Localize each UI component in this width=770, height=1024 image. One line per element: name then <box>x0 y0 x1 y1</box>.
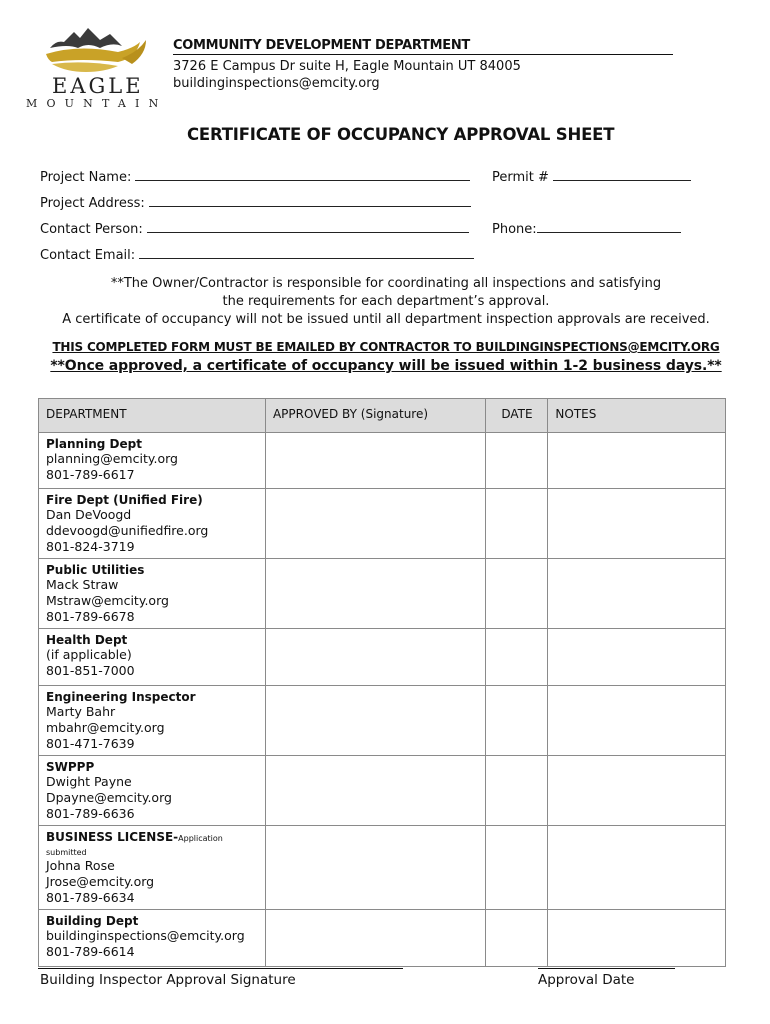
approval-date-line[interactable] <box>538 968 675 969</box>
notes-cell[interactable] <box>548 826 726 910</box>
department-detail: 801-789-6678 <box>46 609 135 624</box>
department-name: Planning Dept <box>46 437 142 451</box>
permit-field[interactable] <box>492 168 691 185</box>
department-detail: 801-471-7639 <box>46 736 135 751</box>
approved-by-cell[interactable] <box>265 489 486 559</box>
department-detail: 801-789-6617 <box>46 467 135 482</box>
department-detail: Dpayne@emcity.org <box>46 790 172 805</box>
department-detail: 801-789-6634 <box>46 890 135 905</box>
notice-line-2: the requirements for each department’s approval. <box>222 294 550 309</box>
approved-by-cell[interactable] <box>265 910 486 967</box>
email-instruction: THIS COMPLETED FORM MUST BE EMAILED BY CONTRACTOR TO BUILDINGINSPECTIONS@EMCITY.ORG <box>52 340 720 354</box>
department-detail: planning@emcity.org <box>46 451 178 466</box>
project-address-field[interactable] <box>40 194 471 211</box>
notes-cell[interactable] <box>548 686 726 756</box>
department-detail: mbahr@emcity.org <box>46 720 165 735</box>
department-detail: Johna Rose <box>46 858 115 873</box>
logo-word-mountain: MOUNTAIN <box>26 97 168 110</box>
date-cell[interactable] <box>486 629 548 686</box>
table-row <box>39 559 726 629</box>
approved-by-cell[interactable] <box>265 826 486 910</box>
notes-cell[interactable] <box>548 489 726 559</box>
contact-email-line[interactable] <box>139 246 474 259</box>
notice-line-3: A certificate of occupancy will not be issued until all department inspection approvals are received. <box>62 312 710 327</box>
department-detail: (if applicable) <box>46 647 132 662</box>
department-name: BUSINESS LICENSE- <box>46 830 179 844</box>
approved-by-cell[interactable] <box>265 756 486 826</box>
table-row <box>39 489 726 559</box>
approved-by-cell[interactable] <box>265 686 486 756</box>
inspector-signature-label: Building Inspector Approval Signature <box>40 972 296 988</box>
approved-by-cell[interactable] <box>265 433 486 489</box>
header-department: DEPARTMENT <box>39 399 266 433</box>
table-row <box>39 686 726 756</box>
department-detail: Jrose@emcity.org <box>46 874 155 889</box>
department-detail: Dan DeVoogd <box>46 507 132 522</box>
project-name-label: Project Name: <box>40 170 132 185</box>
department-note: Application submitted <box>46 834 223 857</box>
notes-cell[interactable] <box>548 629 726 686</box>
notes-cell[interactable] <box>548 433 726 489</box>
permit-label: Permit # <box>492 170 549 185</box>
department-address: 3726 E Campus Dr suite H, Eagle Mountain UT 84005 <box>173 59 521 74</box>
approval-timeline-note: **Once approved, a certificate of occupancy will be issued within 1-2 business days.** <box>50 358 722 374</box>
department-detail: 801-851-7000 <box>46 663 135 678</box>
department-cell <box>39 433 266 489</box>
department-detail: Marty Bahr <box>46 704 116 719</box>
phone-line[interactable] <box>537 220 681 233</box>
department-cell <box>39 910 266 967</box>
project-name-line[interactable] <box>135 168 470 181</box>
contact-person-line[interactable] <box>147 220 469 233</box>
department-name: Fire Dept (Unified Fire) <box>46 493 203 507</box>
project-name-field[interactable] <box>40 168 470 185</box>
approved-by-cell[interactable] <box>265 629 486 686</box>
department-name: Health Dept <box>46 633 128 647</box>
date-cell[interactable] <box>486 910 548 967</box>
department-detail: Mack Straw <box>46 577 119 592</box>
department-contact <box>173 58 521 92</box>
department-heading: COMMUNITY DEVELOPMENT DEPARTMENT <box>173 38 673 55</box>
table-header-row <box>39 399 726 433</box>
contact-person-field[interactable] <box>40 220 469 237</box>
date-cell[interactable] <box>486 756 548 826</box>
contact-email-field[interactable] <box>40 246 474 263</box>
date-cell[interactable] <box>486 559 548 629</box>
phone-label: Phone: <box>492 222 537 237</box>
logo-word-eagle: EAGLE <box>52 74 144 98</box>
project-address-line[interactable] <box>149 194 471 207</box>
table-row <box>39 910 726 967</box>
notes-cell[interactable] <box>548 559 726 629</box>
table-row <box>39 433 726 489</box>
department-detail: buildinginspections@emcity.org <box>46 928 245 943</box>
department-cell <box>39 686 266 756</box>
department-name: Public Utilities <box>46 563 145 577</box>
inspector-signature-line[interactable] <box>38 968 403 969</box>
table-row <box>39 756 726 826</box>
department-cell <box>39 489 266 559</box>
department-name: Building Dept <box>46 914 139 928</box>
department-cell <box>39 629 266 686</box>
approval-table <box>38 398 726 967</box>
date-cell[interactable] <box>486 433 548 489</box>
approved-by-cell[interactable] <box>265 559 486 629</box>
department-detail: 801-789-6636 <box>46 806 135 821</box>
header-notes: NOTES <box>548 399 726 433</box>
responsibility-notice <box>30 275 742 329</box>
page-title: CERTIFICATE OF OCCUPANCY APPROVAL SHEET <box>187 125 615 144</box>
notice-line-1: **The Owner/Contractor is responsible for coordinating all inspections and satisfying <box>110 276 662 291</box>
notes-cell[interactable] <box>548 910 726 967</box>
date-cell[interactable] <box>486 489 548 559</box>
department-detail: Mstraw@emcity.org <box>46 593 169 608</box>
department-cell <box>39 756 266 826</box>
department-name: SWPPP <box>46 760 95 774</box>
department-cell <box>39 559 266 629</box>
date-cell[interactable] <box>486 826 548 910</box>
department-detail: 801-824-3719 <box>46 539 135 554</box>
department-detail: 801-789-6614 <box>46 944 135 959</box>
department-name: Engineering Inspector <box>46 690 196 704</box>
header-approved-by: APPROVED BY (Signature) <box>265 399 486 433</box>
phone-field[interactable] <box>492 220 681 237</box>
header-date: DATE <box>486 399 548 433</box>
department-email: buildinginspections@emcity.org <box>173 76 380 91</box>
contact-person-label: Contact Person: <box>40 222 143 237</box>
date-cell[interactable] <box>486 686 548 756</box>
project-address-label: Project Address: <box>40 196 145 211</box>
department-cell <box>39 826 266 910</box>
permit-line[interactable] <box>553 168 691 181</box>
notes-cell[interactable] <box>548 756 726 826</box>
contact-email-label: Contact Email: <box>40 248 136 263</box>
table-row <box>39 629 726 686</box>
department-detail: ddevoogd@unifiedfire.org <box>46 523 209 538</box>
approval-date-label: Approval Date <box>538 972 635 988</box>
table-row <box>39 826 726 910</box>
department-detail: Dwight Payne <box>46 774 132 789</box>
